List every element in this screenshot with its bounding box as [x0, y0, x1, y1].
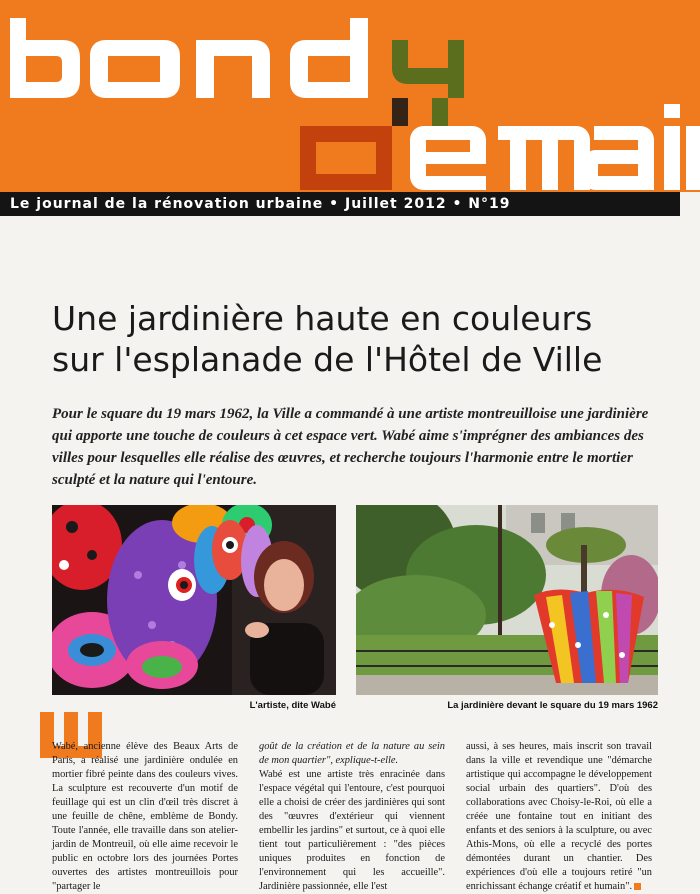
article-col-2-text-b: Wabé est une artiste très enracinée dans l'espace végétal qui l'entoure, c'est pourquoi elle a choisi de créer des jardinières qui sont des "œuvres d'extérieur qui viennent embellir les jardins" et surtout, ce à quoi elle tient tout particulièrement : "des pièces uniques produites en fonction de l'environnement qui les accueille". Jardinière passionnée, elle l'est: [259, 769, 445, 892]
article-title: [52, 298, 672, 380]
tagline-text: Le journal de la rénovation urbaine • Juillet 2012 • N°19: [10, 196, 511, 212]
logo-letter-i-dot: [664, 104, 680, 118]
logo-letter-i: [664, 126, 680, 190]
logo-letter-m: [498, 126, 590, 190]
end-mark-icon: [634, 883, 641, 890]
logo-letter-d: [290, 18, 368, 98]
article-col-2-text-a: goût de la création et de la nature au sein de mon quartier", explique-t-elle.: [259, 741, 445, 766]
article-title-line1: Une jardinière haute en couleurs: [52, 299, 593, 338]
article-col-1-text: Wabé, ancienne élève des Beaux Arts de Paris, a réalisé une jardinière ondulée en mortier fibré peinte dans des couleurs vives. La sculpture est recouverte d'un motif de feuillage qui est un clin d'œil très discret à une feuille de chêne, emblème de Bondy. Toute l'année, elle travaille dans son atelier-jardin de Montreuil, où elle aime recevoir le public en octobre lors des journées Portes ouvertes des artistes montreuillois pour "partager le: [52, 741, 238, 892]
article-col-3-para: [466, 740, 652, 894]
article-col-3-text: aussi, à ses heures, mais inscrit son travail dans la ville et revendique une "démarche artistique qui accompagne le développement social urbain des quartiers". D'où des collaborations avec Choisy-le-Roi, où elle a créée une fontaine tout en initiant des enfants et des seniors à la sculpture, ou avec Athis-Mons, où elle a recyclé des portes démontées durant un chantier. Des expériences d'où elle a toujours retiré "un enrichissant échange créatif et humain".: [466, 741, 652, 892]
photo-planter-caption: La jardinière devant le square du 19 mars 1962: [447, 700, 658, 711]
logo-y-stem: [432, 98, 448, 126]
logo-letter-n: [196, 40, 270, 98]
photo-planter: [356, 505, 658, 695]
article-col-2: [259, 740, 445, 894]
masthead: [0, 0, 700, 192]
masthead-logo: [0, 0, 700, 192]
logo-letter-b: [10, 18, 80, 98]
logo-letter-y: [392, 40, 464, 98]
logo-connector: [392, 98, 408, 126]
logo-letter-e: [410, 126, 486, 190]
article-col-1: [52, 740, 238, 894]
article-lead: Pour le square du 19 mars 1962, la Ville a commandé à une artiste montreuilloise une jardinière qui apporte une touche de couleurs à cet espace vert. Wabé aime s'imprégner des ambiances des villes pour lesquelles elle réalise des œuvres, et recherche toujours l'harmonie entre le mortier sculpté et la nature qui l'entoure.: [52, 406, 649, 488]
tagline-bar: [0, 192, 680, 216]
photo-artist: [52, 505, 336, 695]
logo-letter-d2: [300, 126, 392, 190]
article-body: [52, 740, 657, 892]
logo-letter-n2: [686, 126, 700, 190]
article-title-line2: sur l'esplanade de l'Hôtel de Ville: [52, 340, 603, 379]
article-col-3: [466, 740, 652, 894]
photo-artist-caption: L'artiste, dite Wabé: [249, 700, 336, 711]
logo-letter-a: [582, 126, 654, 190]
logo-letter-o: [90, 40, 180, 98]
